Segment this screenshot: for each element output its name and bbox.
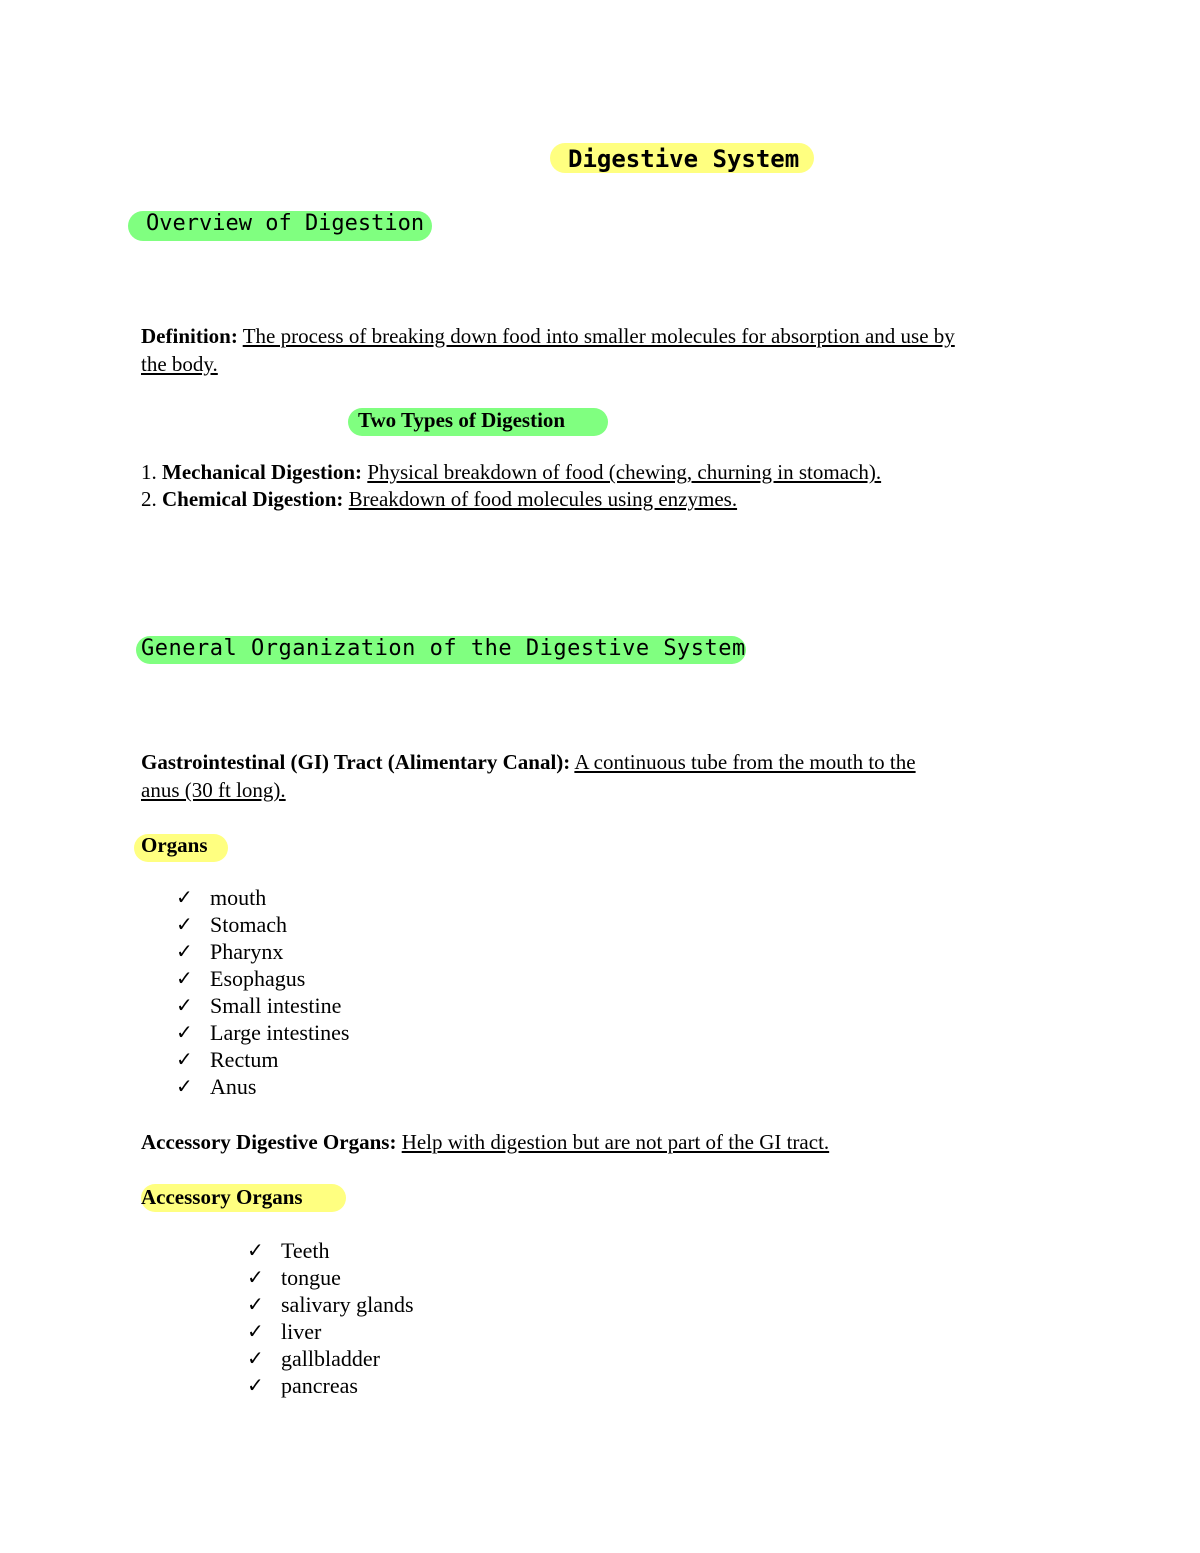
accessory-organ-item: ✓ gallbladder: [247, 1346, 380, 1371]
accessory-label: Accessory Digestive Organs:: [141, 1130, 397, 1154]
organ-item: ✓ Stomach: [176, 912, 287, 937]
accessory-definition: [141, 1128, 829, 1156]
check-icon: ✓: [176, 1074, 193, 1098]
check-icon: ✓: [176, 939, 193, 963]
gi-text-2: anus (30 ft long).: [141, 778, 286, 802]
organs-heading: Organs: [141, 833, 208, 857]
definition-text-1: The process of breaking down food into smaller molecules for absorption and use by: [242, 324, 955, 348]
page-title: Digestive System: [568, 145, 800, 173]
check-icon: ✓: [247, 1292, 264, 1316]
accessory-organ-item: ✓ liver: [247, 1319, 322, 1344]
organs-list: [176, 884, 350, 1100]
check-icon: ✓: [176, 993, 193, 1017]
check-icon: ✓: [176, 885, 193, 909]
overview-heading: Overview of Digestion: [146, 211, 425, 236]
check-icon: ✓: [176, 966, 193, 990]
gi-tract: [141, 748, 916, 804]
type-item-2: 2. Chemical Digestion: Breakdown of food molecules using enzymes.: [141, 487, 738, 511]
check-icon: ✓: [176, 912, 193, 936]
organ-item: ✓ Pharynx: [176, 939, 284, 964]
type-item-1: 1. Mechanical Digestion: Physical breakdown of food (chewing, churning in stomach).: [141, 460, 882, 484]
definition-label: Definition:: [141, 324, 238, 348]
definition: [141, 322, 955, 378]
accessory-organ-item: ✓ tongue: [247, 1265, 341, 1290]
organ-item: ✓ Esophagus: [176, 966, 306, 991]
check-icon: ✓: [247, 1373, 264, 1397]
accessory-heading: Accessory Organs: [141, 1185, 303, 1209]
check-icon: ✓: [247, 1319, 264, 1343]
types-heading: Two Types of Digestion: [358, 408, 566, 432]
accessory-organ-item: ✓ salivary glands: [247, 1292, 414, 1317]
check-icon: ✓: [176, 1020, 193, 1044]
check-icon: ✓: [247, 1238, 264, 1262]
accessory-organ-item: ✓ Teeth: [247, 1238, 330, 1263]
types-list: [141, 459, 881, 513]
gi-text-1: A continuous tube from the mouth to the: [574, 750, 916, 774]
organ-item: ✓ Anus: [176, 1074, 257, 1099]
organ-item: ✓ mouth: [176, 885, 267, 910]
accessory-organs-list: [247, 1237, 414, 1399]
check-icon: ✓: [247, 1346, 264, 1370]
organ-item: ✓ Small intestine: [176, 993, 342, 1018]
accessory-organ-item: ✓ pancreas: [247, 1373, 358, 1398]
accessory-text: Help with digestion but are not part of the GI tract.: [401, 1130, 830, 1154]
organization-heading: General Organization of the Digestive System: [141, 636, 746, 661]
organ-item: ✓ Large intestines: [176, 1020, 350, 1045]
check-icon: ✓: [247, 1265, 264, 1289]
gi-label: Gastrointestinal (GI) Tract (Alimentary Canal):: [141, 750, 571, 774]
check-icon: ✓: [176, 1047, 193, 1071]
organ-item: ✓ Rectum: [176, 1047, 279, 1072]
definition-text-2: the body.: [141, 352, 218, 376]
